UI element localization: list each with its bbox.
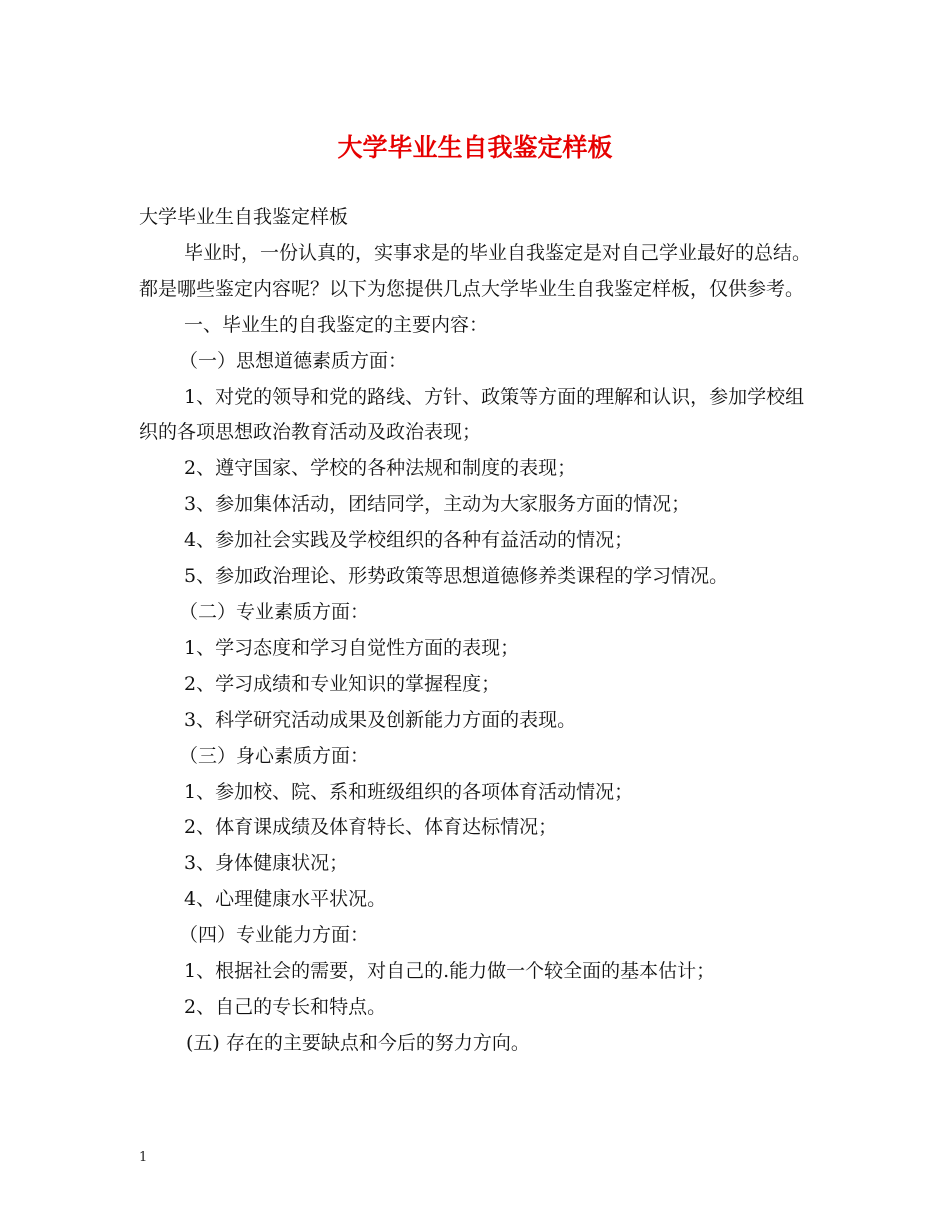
list-item: 3、身体健康状况； — [184, 852, 349, 875]
list-item: 2、学习成绩和专业知识的掌握程度； — [184, 672, 501, 695]
list-item: 1、学习态度和学习自觉性方面的表现； — [184, 636, 520, 659]
list-item: 3、科学研究活动成果及创新能力方面的表现。 — [184, 708, 577, 731]
list-item: 2、自己的专长和特点。 — [184, 995, 387, 1018]
subsection-heading-3: （三）身心素质方面： — [179, 744, 370, 767]
page-number: 1 — [139, 1150, 148, 1165]
intro-paragraph: 毕业时，一份认真的，实事求是的毕业自我鉴定是对自己学业最好的总结。都是哪些鉴定内容呢？以下为您提供几点大学毕业生自我鉴定样板，仅供参考。 — [139, 241, 812, 300]
list-item: 1、对党的领导和党的路线、方针、政策等方面的理解和认识，参加学校组织的各项思想政治教育活动及政治表现； — [139, 385, 805, 444]
list-item: 1、根据社会的需要，对自己的.能力做一个较全面的基本估计； — [184, 960, 716, 983]
list-item: 4、心理健康水平状况。 — [184, 888, 387, 911]
document-body — [139, 200, 819, 1062]
section-heading: 一、毕业生的自我鉴定的主要内容： — [184, 313, 489, 336]
list-item: 2、遵守国家、学校的各种法规和制度的表现； — [184, 457, 577, 480]
document-title: 大学毕业生自我鉴定样板 — [337, 133, 613, 162]
document-subtitle: 大学毕业生自我鉴定样板 — [139, 206, 349, 228]
list-item: 1、参加校、院、系和班级组织的各项体育活动情况； — [184, 780, 634, 803]
closing-line: (五) 存在的主要缺点和今后的努力方向。 — [186, 1031, 530, 1054]
list-item: 5、参加政治理论、形势政策等思想道德修养类课程的学习情况。 — [184, 565, 729, 588]
list-item: 2、体育课成绩及体育特长、体育达标情况； — [184, 816, 558, 839]
subsection-heading-2: （二）专业素质方面： — [179, 600, 370, 623]
list-item: 4、参加社会实践及学校组织的各种有益活动的情况； — [184, 529, 634, 552]
subsection-heading-4: （四）专业能力方面： — [179, 924, 370, 947]
list-item: 3、参加集体活动，团结同学，主动为大家服务方面的情况； — [184, 493, 691, 516]
subsection-heading-1: （一）思想道德素质方面： — [179, 349, 408, 372]
